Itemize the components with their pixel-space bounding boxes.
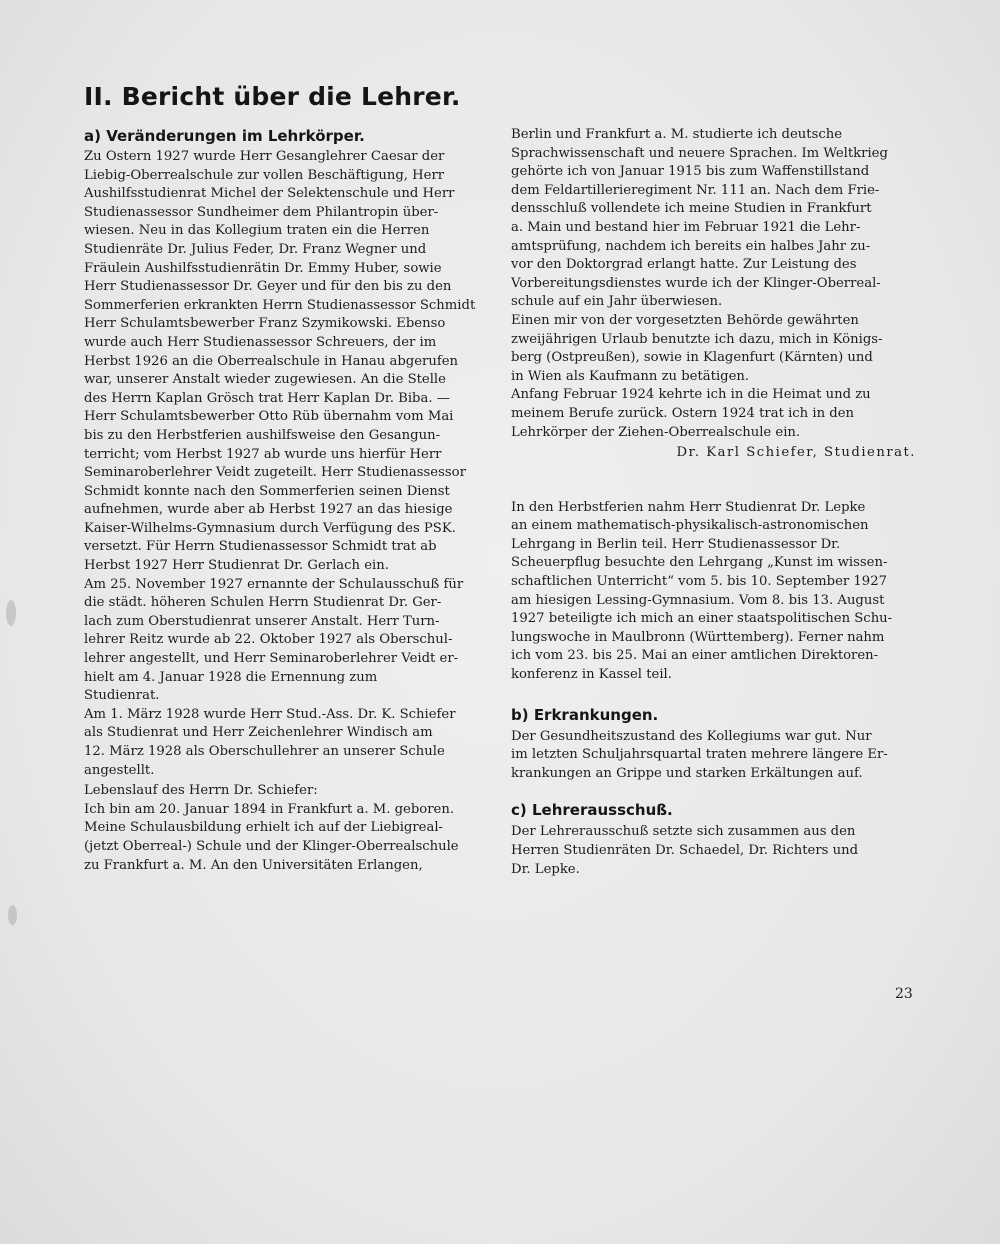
paragraph-heading-lebenslauf: Lebenslauf des Herrn Dr. Schiefer: (84, 783, 318, 799)
section-c-heading: c) Lehrerausschuß. (511, 801, 673, 820)
section-a-heading: a) Veränderungen im Lehrkörper. (84, 127, 365, 145)
signature-line: Dr. Karl Schiefer, Studienrat. (676, 445, 916, 461)
right-column (511, 126, 916, 879)
paper-smudge (8, 905, 17, 925)
paragraph: Am 1. März 1928 wurde Herr Stud.-Ass. Dr. K. Schiefer als Studienrat und Herr Zeichenlehrer Windisch am 12. März 1928 als Oberschullehrer an unserer Schule angestellt. (84, 706, 456, 778)
paragraph: Ich bin am 20. Januar 1894 in Frankfurt a. M. geboren. Meine Schulausbildung erhielt ich auf der Liebigreal- (jetzt Oberreal-) Schule und der Klinger-Oberrealschule zu Frankfurt a. M. An den Universitäten Erlangen, (84, 801, 459, 873)
paragraph: Anfang Februar 1924 kehrte ich in die Heimat und zu meinem Berufe zurück. Ostern 1924 trat ich in den Lehrkörper der Ziehen-Oberrealschule ein. (511, 387, 871, 440)
page-number: 23 (895, 986, 913, 1002)
paragraph: Der Lehrerausschuß setzte sich zusammen aus den Herren Studienräten Dr. Schaedel, Dr. Richters und Dr. Lepke. (511, 824, 859, 877)
paragraph: In den Herbstferien nahm Herr Studienrat Dr. Lepke an einem mathematisch-physikalisch-astronomischen Lehrgang in Berlin teil. Herr Studienassessor Dr. Scheuerpflug besuchte den Lehrgang „Kunst im wissen- schaftlichen Unterricht“ vom 5. bis 10. September 1927 am hiesigen Lessing-Gymnasium. Vom 8. bis 13. August 1927 beteiligte ich mich an einer staatspolitischen Schu- lungswoche in Maulbronn (Württemberg). Ferner nahm ich vom 23. bis 25. Mai an einer amtlichen Direktoren- konferenz in Kassel teil. (511, 499, 893, 683)
paragraph: Berlin und Frankfurt a. M. studierte ich deutsche Sprachwissenschaft und neuere Sprachen. Im Weltkrieg gehörte ich von Januar 1915 bis zum Waffenstillstand dem Feldartillerieregiment Nr. 111 an. Nach dem Frie- densschluß vollendete ich meine Studien in Frankfurt a. Main und bestand hier im Februar 1921 die Lehr- amtsprüfung, nachdem ich bereits ein halbes Jahr zu- vor den Doktorgrad erlangt hatte. Zur Leistung des Vorbereitungsdienstes wurde ich der Klinger-Oberreal- schule auf ein Jahr überwiesen. (511, 127, 888, 310)
paper-smudge (6, 600, 16, 626)
paragraph: Der Gesundheitszustand des Kollegiums war gut. Nur im letzten Schuljahrsquartal traten mehrere längere Er- krankungen an Grippe und starken Erkältungen auf. (511, 728, 888, 781)
paragraph: Am 25. November 1927 ernannte der Schulausschuß für die städt. höheren Schulen Herrn Studienrat Dr. Ger- lach zum Oberstudienrat unserer Anstalt. Herr Turn- lehrer Reitz wurde ab 22. Oktober 1927 als Oberschul- lehrer angestellt, und Herr Seminaroberlehrer Veidt er- hielt am 4. Januar 1928 die Ernennung zum Studienrat. (84, 576, 464, 704)
section-b-heading: b) Erkrankungen. (511, 705, 659, 724)
page-title: II. Bericht über die Lehrer. (84, 82, 461, 111)
paragraph: Einen mir von der vorgesetzten Behörde gewährten zweijährigen Urlaub benutzte ich dazu, mich in Königs- berg (Ostpreußen), sowie in Klagenfurt (Kärnten) und in Wien als Kaufmann zu betätigen. (511, 312, 883, 384)
paragraph: Zu Ostern 1927 wurde Herr Gesanglehrer Caesar der Liebig-Oberrealschule zur vollen Beschäftigung, Herr Aushilfsstudienrat Michel der Selektenschule und Herr Studienassessor Sundheimer dem Philantropin über- wiesen. Neu in das Kollegium traten ein die Herren Studienräte Dr. Julius Feder, Dr. Franz Wegner und Fräulein Aushilfsstudienrätin Dr. Emmy Huber, sowie Herr Studienassessor Dr. Geyer und für den bis zu den Sommerferien erkrankten Herrn Studienassessor Schmidt Herr Schulamtsbewerber Franz Szymikowski. Ebenso wurde auch Herr Studienassessor Schreuers, der im Herbst 1926 an die Oberrealschule in Hanau abgerufen war, unserer Anstalt wieder zugewiesen. An die Stelle des Herrn Kaplan Grösch trat Herr Kaplan Dr. Biba. — Herr Schulamtsbewerber Otto Rüb übernahm vom Mai bis zu den Herbstferien aushilfsweise den Gesangun- terricht; vom Herbst 1927 ab wurde uns hierfür Herr Seminaroberlehrer Veidt zugeteilt. Herr Studienassessor Schmidt konnte nach den Sommerferien seinen Dienst aufnehmen, wurde aber ab Herbst 1927 an das hiesige Kaiser-Wilhelms-Gymnasium durch Verfügung des PSK. versetzt. Für Herrn Studienassessor Schmidt trat ab Herbst 1927 Herr Studienrat Dr. Gerlach ein. (84, 149, 476, 574)
left-column (84, 126, 489, 875)
